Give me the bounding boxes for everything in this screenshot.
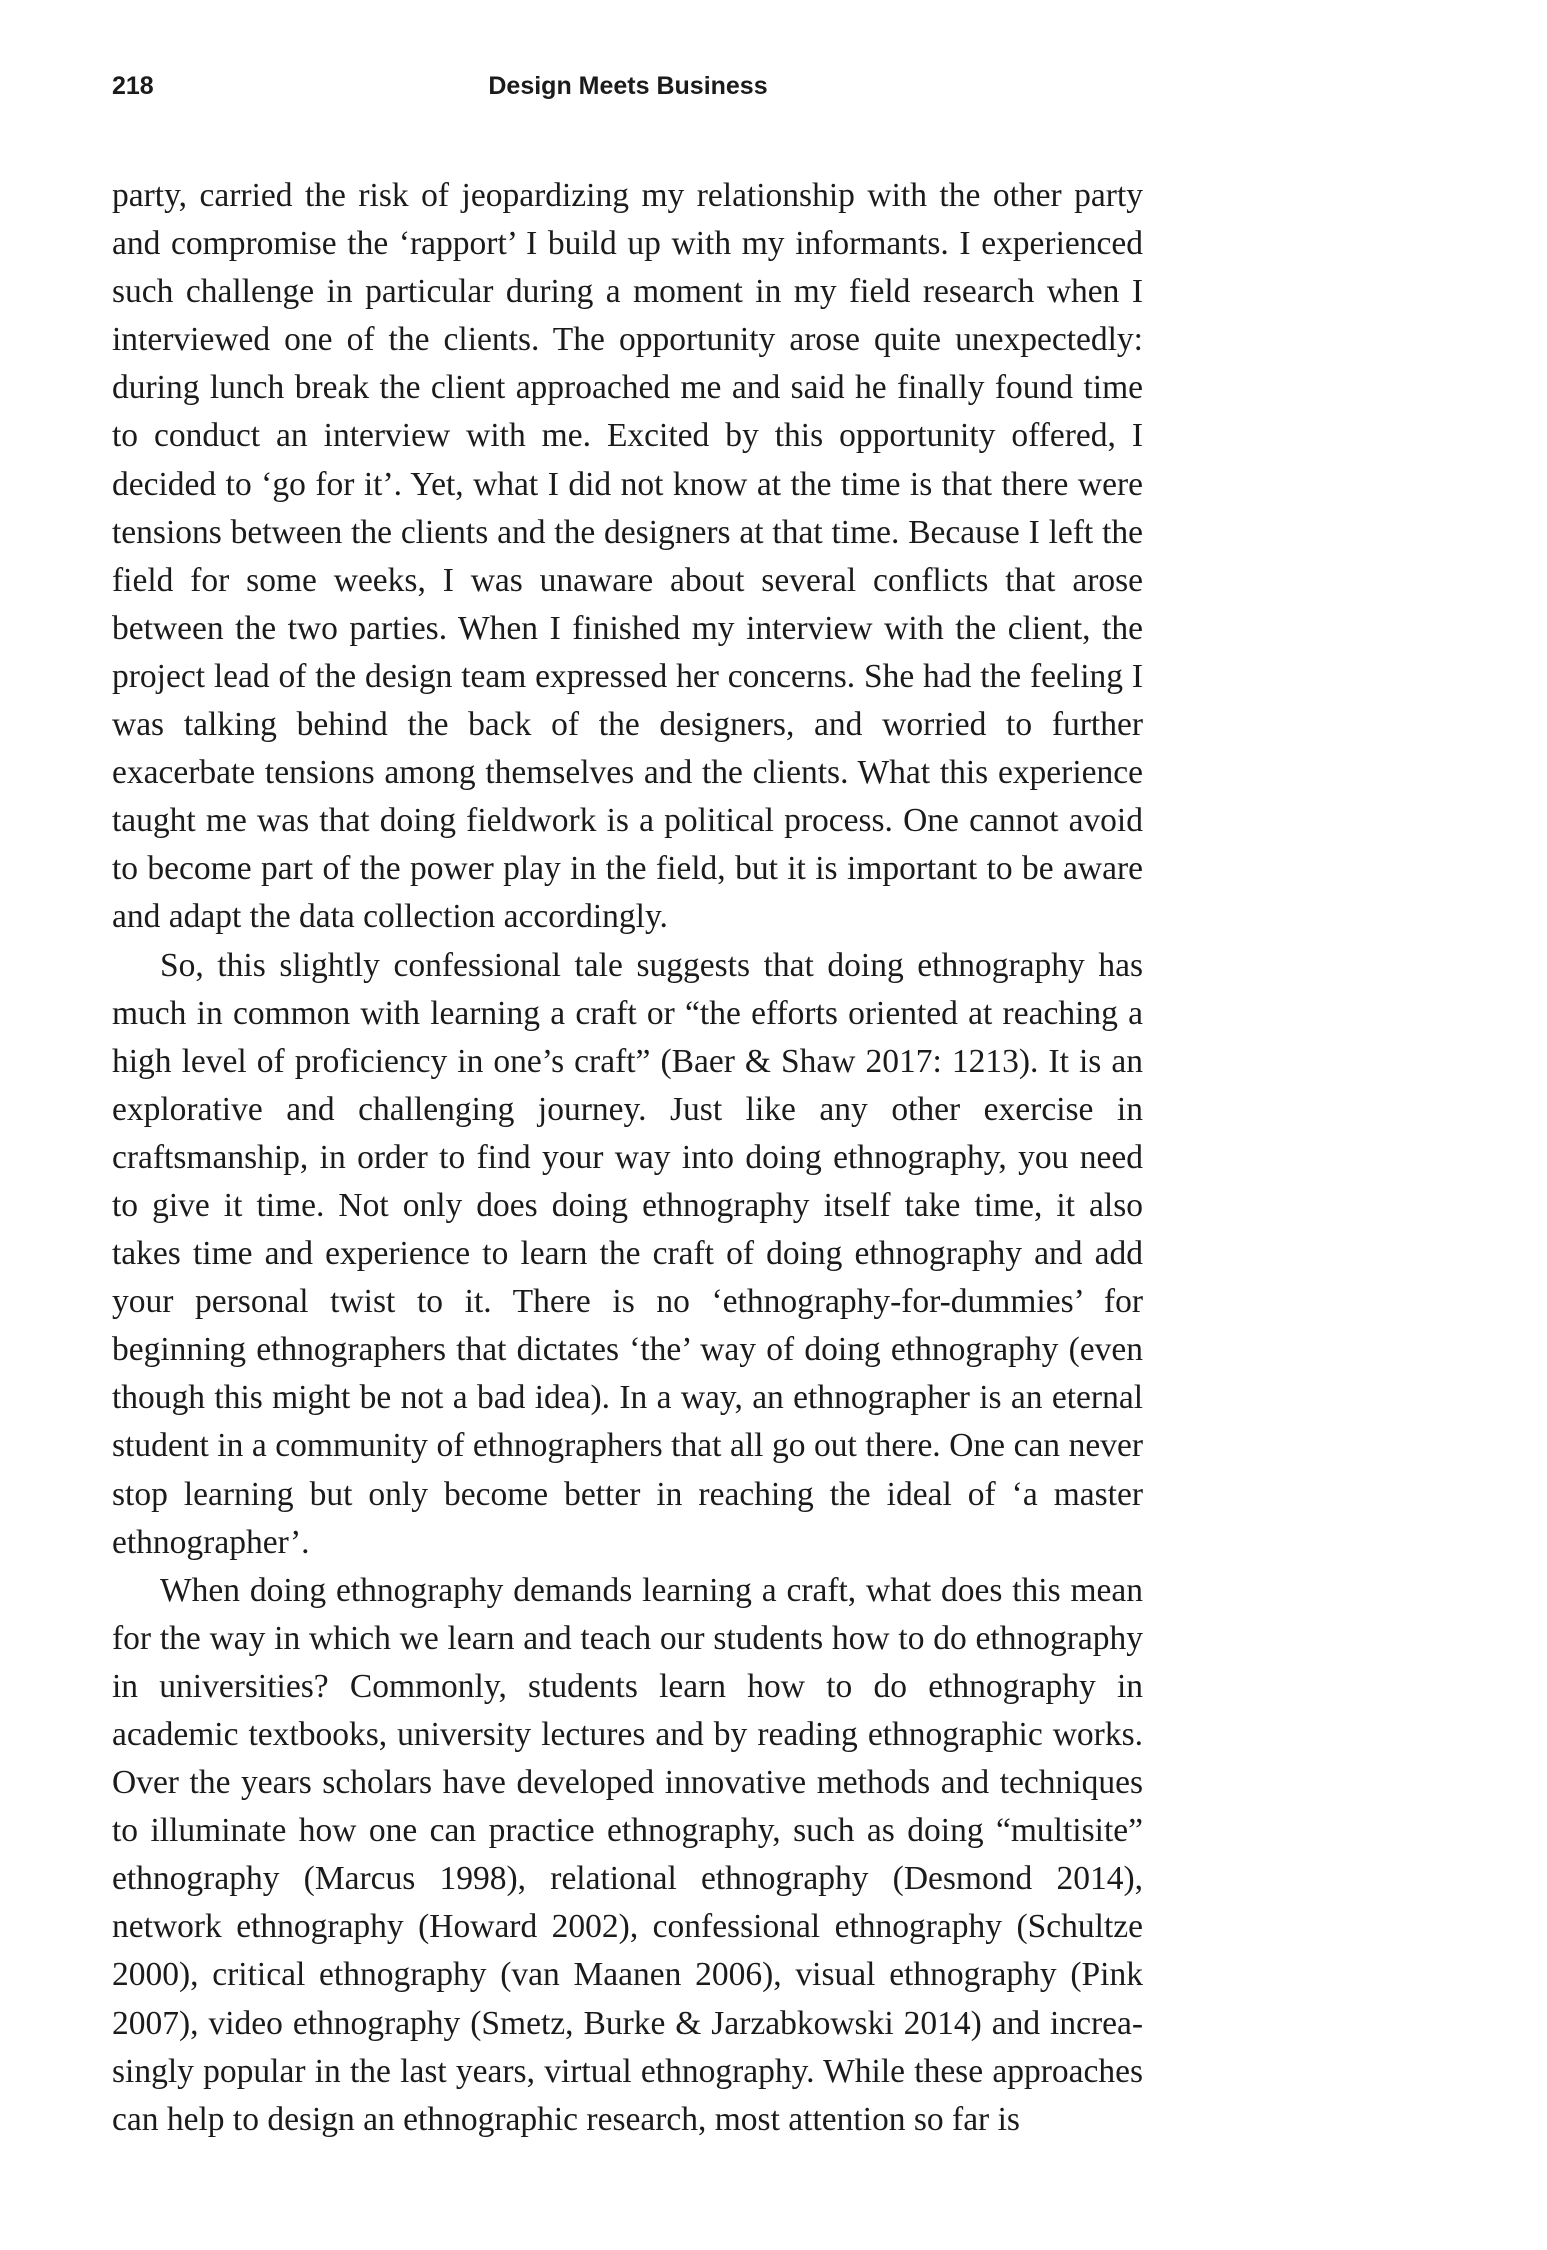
page-number: 218 [112,72,154,100]
body-text [112,172,1143,2144]
paragraph-continued: party, carried the risk of jeopardizing my relationship with the other party and compromise the ‘rapport’ I build up with my informants. I experienced such challenge in particular during a moment in my field research when I interviewed one of the clients. The opportunity arose quite unexpectedly: during lunch break the client approached me and said he finally found time to conduct an interview with me. Excited by this opportunity offered, I decided to ‘go for it’. Yet, what I did not know at the time is that there were tensions between the clients and the designers at that time. Because I left the field for some weeks, I was unaware about several conflicts that arose between the two parties. When I finished my interview with the client, the project lead of the design team expressed her concerns. She had the feeling I was talking behind the back of the designers, and worried to further exacerbate tensions among themselves and the clients. What this experience taught me was that doing fieldwork is a political process. One cannot avoid to become part of the power play in the field, but it is important to be aware and adapt the data collection accordingly. [112,177,1143,936]
page-header [112,66,1144,106]
running-head: Design Meets Business [488,72,768,100]
paragraph: When doing ethnography demands learning a craft, what does this mean for the way in which we learn and teach our students how to do ethnography in universities? Commonly, students learn how to do ethnography in academic textbooks, university lectures and by reading ethnographic works. Over the years scholars have developed innovative methods and techniques to illuminate how one can practice ethnography, such as doing “multisite” ethnography (Marcus 1998), relational ethnography (Desmond 2014), network ethnography (Howard 2002), confessional ethnography (Schultze 2000), critical ethnography (van Maanen 2006), visual ethnography (Pink 2007), video ethnography (Smetz, Burke & Jarzabkowski 2014) and increasingly popular in the last years, virtual ethnography. While these approaches can help to design an ethnographic research, most attention so far is [112,1571,1143,2138]
paragraph: So, this slightly confessional tale suggests that doing ethnography has much in common with learning a craft or “the efforts oriented at reaching a high level of proficiency in one’s craft” (Baer & Shaw 2017: 1213). It is an explorative and challenging journey. Just like any other exercise in craftsmanship, in order to find your way into doing ethnography, you need to give it time. Not only does doing ethnography itself take time, it also takes time and experience to learn the craft of doing ethnography and add your personal twist to it. There is no ‘ethnography-for-dummies’ for beginning ethnographers that dictates ‘the’ way of doing ethnography (even though this might be not a bad idea). In a way, an ethnographer is an eternal student in a community of ethnographers that all go out there. One can never stop learning but only become better in reaching the ideal of ‘a master ethnographer’. [112,946,1143,1561]
